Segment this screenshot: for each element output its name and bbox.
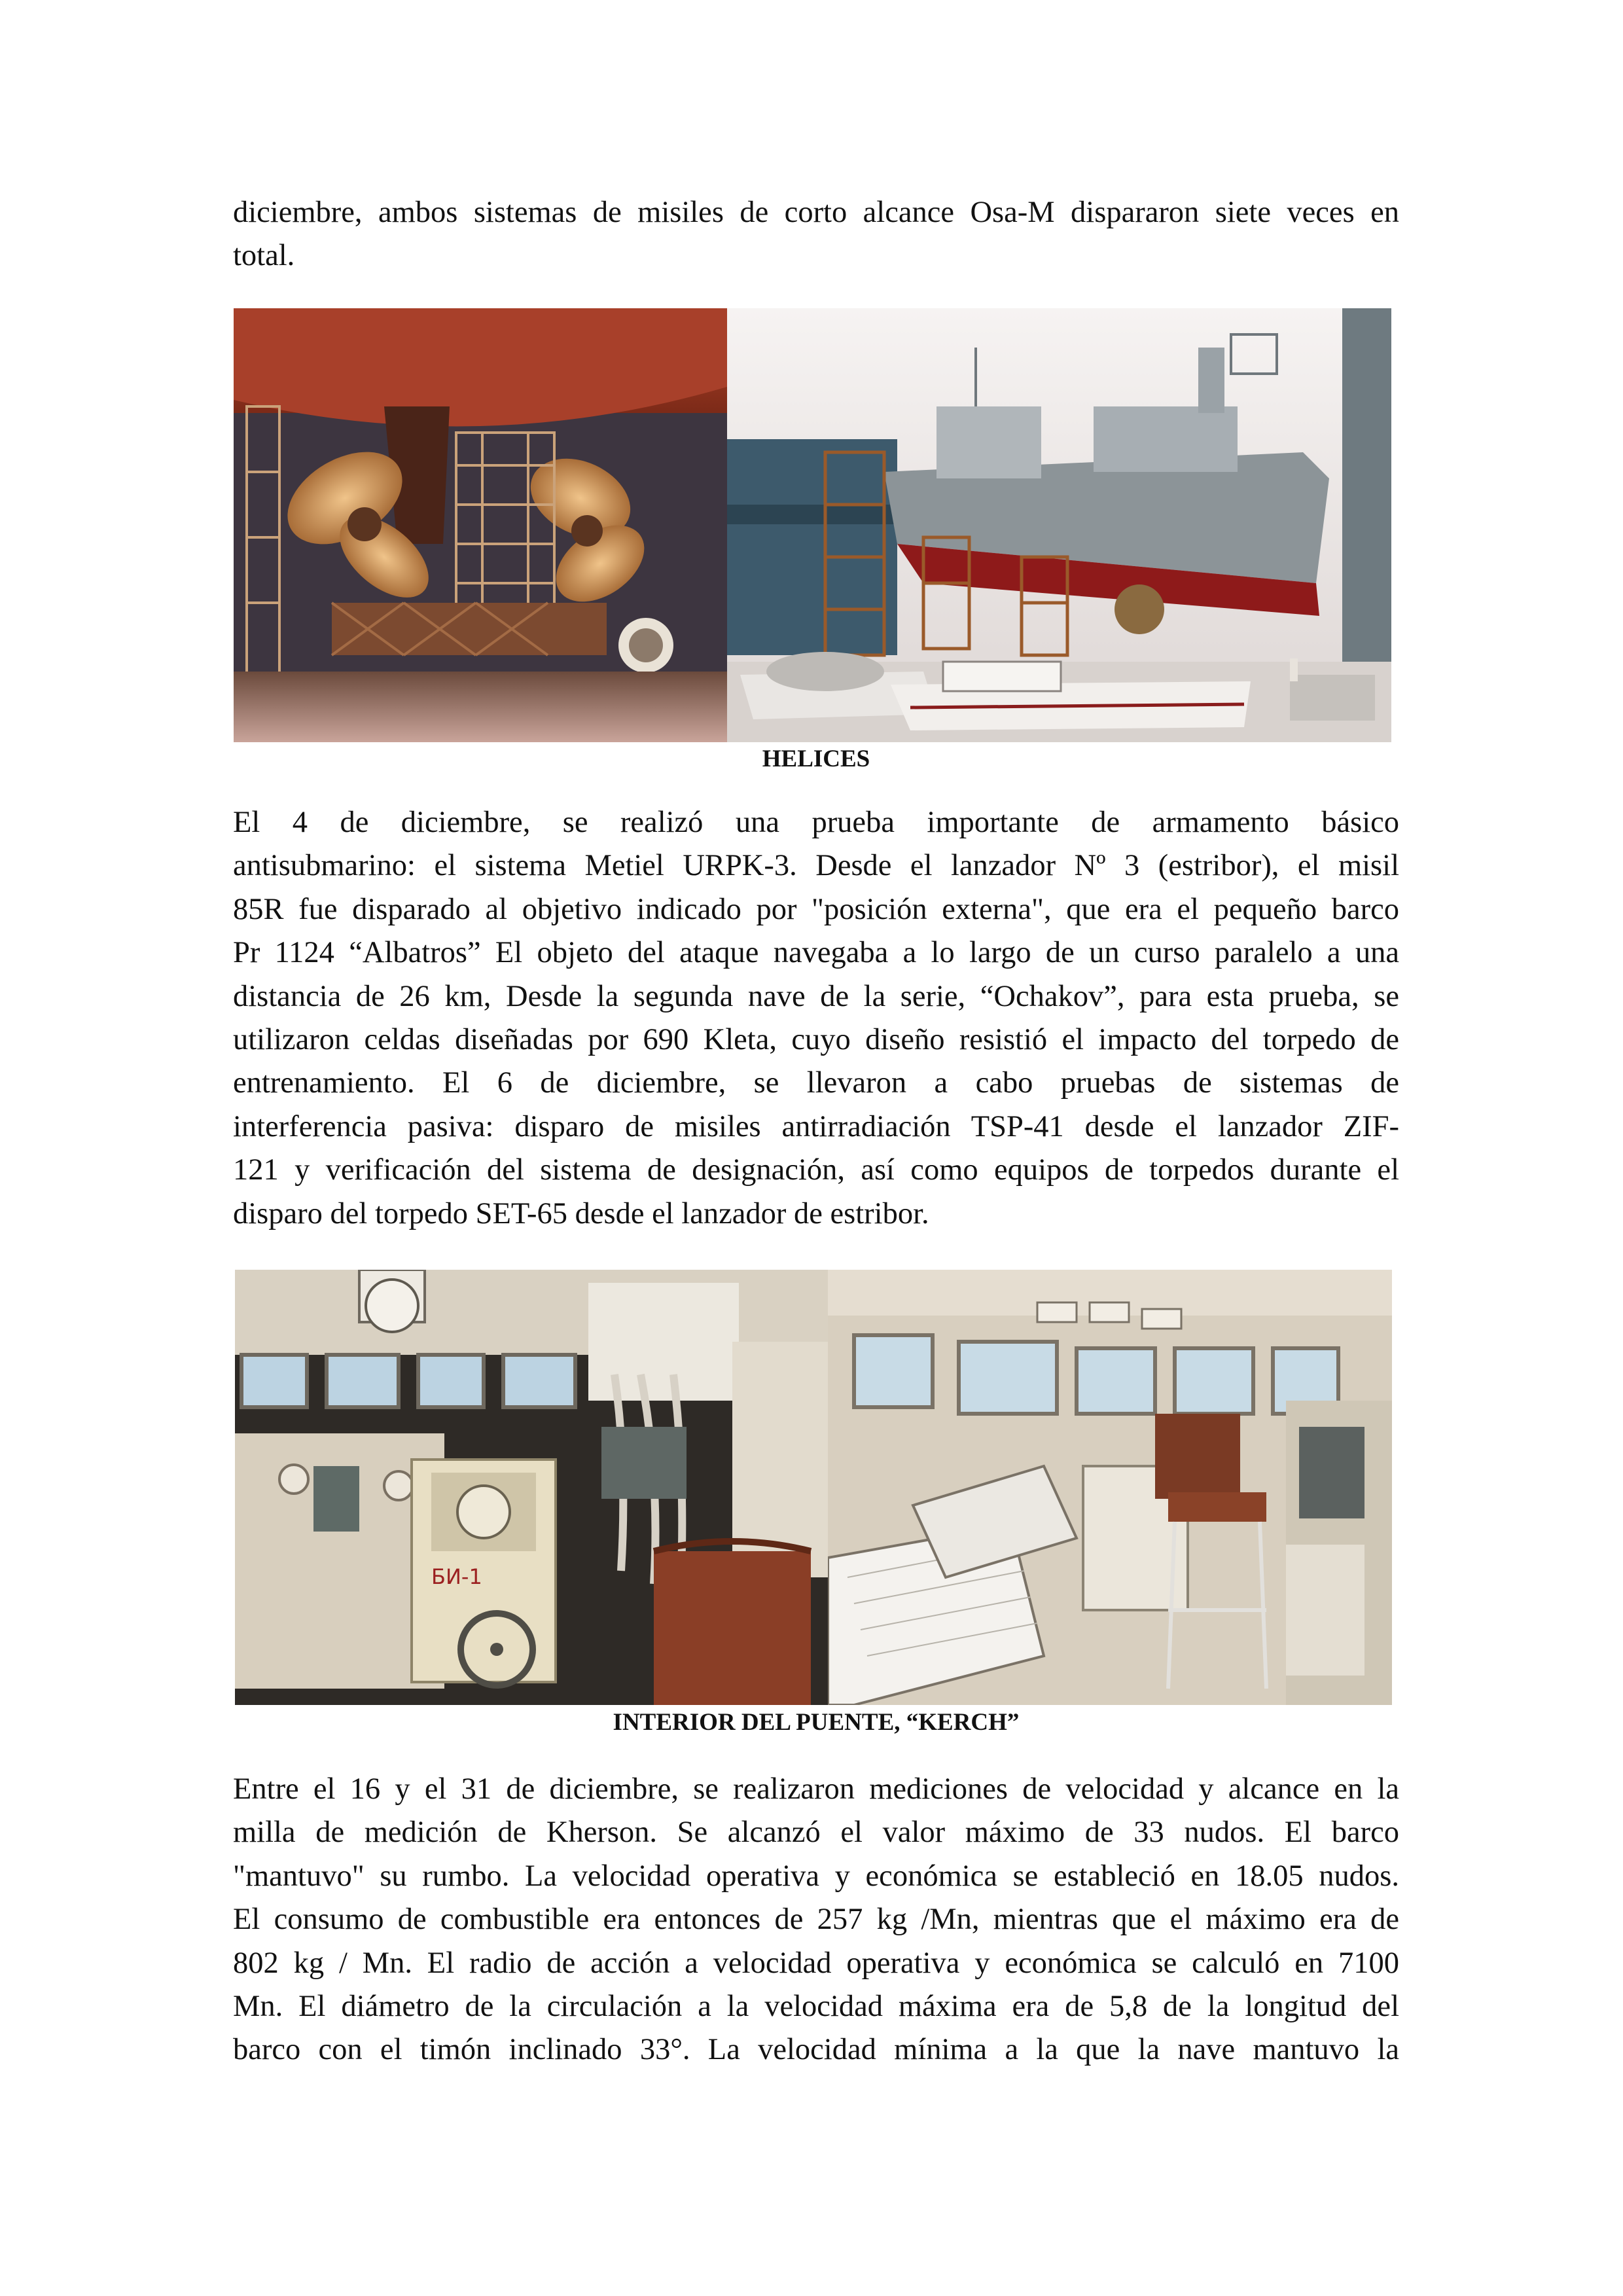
figure-caption: INTERIOR DEL PUENTE, “KERCH”	[613, 1709, 1020, 1736]
figure-caption: HELICES	[762, 745, 870, 772]
text-line: antisubmarino: el sistema Metiel URPK-3. Desde el lanzador Nº 3 (estribor), el misil	[233, 849, 1399, 883]
text-line: Pr 1124 “Albatros” El objeto del ataque navegaba a lo largo de un curso paralelo a una	[233, 936, 1399, 970]
text-line: distancia de 26 km, Desde la segunda nave de la serie, “Ochakov”, para esta prueba, se	[233, 979, 1399, 1013]
text-line: total.	[233, 239, 295, 273]
paragraph-2	[233, 801, 1399, 1236]
bridge-left-image	[235, 1270, 828, 1705]
captain-chair	[1155, 1414, 1240, 1499]
console-label: БИ-1	[431, 1564, 482, 1589]
text-line: utilizaron celdas diseñadas por 690 Kleta, cuyo diseño resistió el impacto del torpedo de	[233, 1023, 1399, 1057]
text-line: 802 kg / Mn. El radio de acción a velocidad operativa y económica se calculó en 7100	[233, 1946, 1399, 1980]
text-line: "mantuvo" su rumbo. La velocidad operativa y económica se estableció en 18.05 nudos.	[233, 1859, 1399, 1893]
text-line: barco con el timón inclinado 33°. La velocidad mínima a la que la nave mantuvo la	[233, 2033, 1399, 2067]
bridge-right-image	[828, 1270, 1392, 1705]
text-line: disparo del torpedo SET-65 desde el lanzador de estribor.	[233, 1196, 929, 1230]
text-line: entrenamiento. El 6 de diciembre, se llevaron a cabo pruebas de sistemas de	[233, 1066, 1399, 1100]
paragraph-1	[233, 191, 1399, 278]
drydock-image	[727, 308, 1391, 742]
chair-leather	[654, 1551, 811, 1705]
propellers-image	[234, 308, 727, 742]
text-line: 121 y verificación del sistema de designación, así como equipos de torpedos durante el	[233, 1153, 1399, 1187]
text-line: El 4 de diciembre, se realizó una prueba importante de armamento básico	[233, 806, 1399, 839]
text-line: El consumo de combustible era entonces de 257 kg /Mn, mientras que el máximo era de	[233, 1903, 1399, 1937]
paragraph-3	[233, 1768, 1399, 2072]
bridge-right-photo	[828, 1270, 1392, 1705]
text-line: Mn. El diámetro de la circulación a la velocidad máxima era de 5,8 de la longitud del	[233, 1990, 1399, 2024]
text-line: milla de medición de Kherson. Se alcanzó el valor máximo de 33 nudos. El barco	[233, 1816, 1399, 1850]
text-line: Entre el 16 y el 31 de diciembre, se realizaron mediciones de velocidad y alcance en la	[233, 1772, 1399, 1806]
text-line: interferencia pasiva: disparo de misiles antirradiación TSP-41 desde el lanzador ZIF-	[233, 1109, 1399, 1143]
propellers-photo	[234, 308, 727, 742]
drydock-photo	[727, 308, 1391, 742]
bridge-left-photo	[235, 1270, 828, 1705]
text-line: 85R fue disparado al objetivo indicado por "posición externa", que era el pequeño barco	[233, 892, 1399, 926]
text-line: diciembre, ambos sistemas de misiles de corto alcance Osa-M dispararon siete veces en	[233, 196, 1399, 229]
